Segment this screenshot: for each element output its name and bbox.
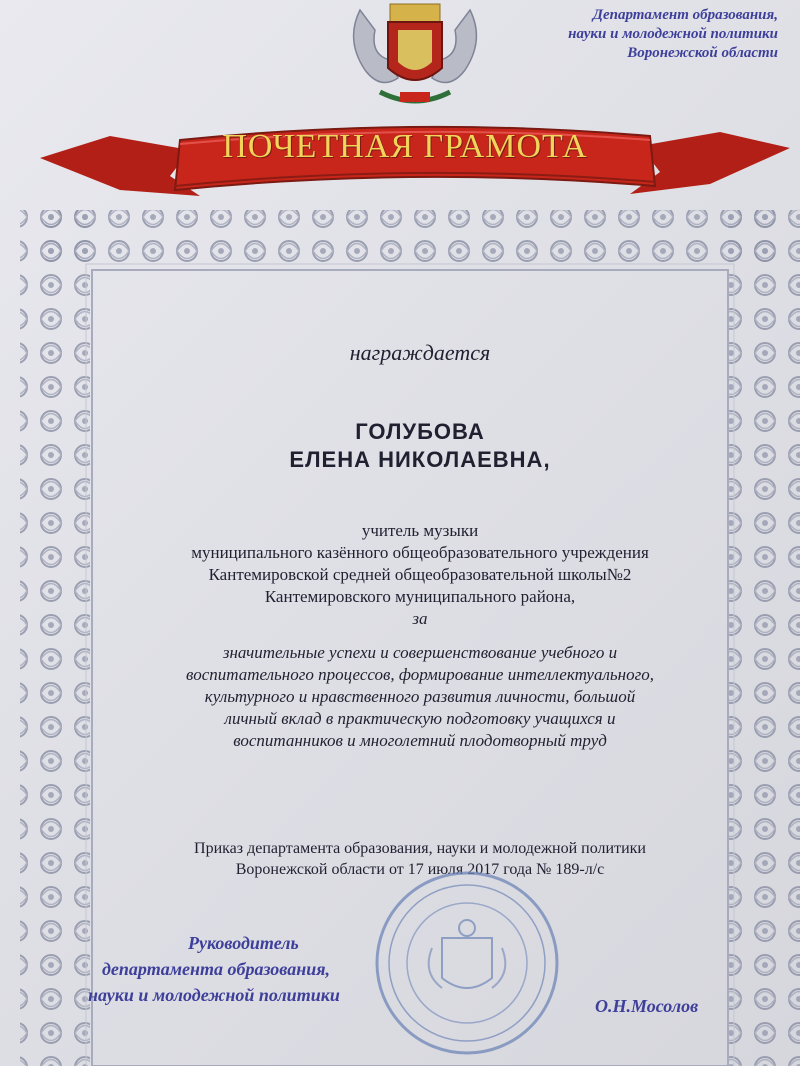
merit-line: воспитательного процессов, формирование интеллектуального, (186, 665, 654, 684)
awarded-label: награждается (349, 340, 491, 365)
signatory-role-line: Руководитель (188, 933, 299, 953)
order-line: Приказ департамента образования, науки и молодежной политики (194, 840, 646, 857)
recipient-surname: ГОЛУБОВА (355, 419, 485, 444)
department-header-line: науки и молодежной политики (568, 26, 778, 42)
position-line: учитель музыки (361, 521, 479, 540)
signatory-name: О.Н.Мосолов (595, 996, 699, 1016)
merit-line: значительные успехи и совершенствование учебного и (222, 643, 618, 662)
certificate-title: ПОЧЕТНАЯ ГРАМОТА (222, 128, 588, 165)
signatory-role (70, 930, 430, 1008)
department-header-line: Воронежской области (627, 45, 778, 61)
department-header-line: Департамент образования, (592, 7, 778, 23)
position-line: Кантемировского муниципального района, (264, 587, 576, 606)
merit-description (100, 642, 740, 752)
department-header (478, 6, 778, 63)
recipient-position (100, 520, 740, 630)
signatory-role-line: науки и молодежной политики (88, 985, 340, 1005)
coat-of-arms-emblem (340, 0, 490, 110)
merit-line: личный вклад в практическую подготовку учащихся и (224, 709, 616, 728)
recipient-given-names: ЕЛЕНА НИКОЛАЕВНА, (289, 447, 551, 472)
signatory-role-line: департамента образования, (102, 959, 330, 979)
order-line: Воронежской области от 17 июля 2017 года № 189-л/с (235, 861, 605, 878)
merit-line: воспитанников и многолетний плодотворный труд (233, 731, 607, 750)
for-label: за (412, 609, 428, 628)
recipient-name (100, 418, 740, 474)
position-line: муниципального казённого общеобразовательного учреждения (191, 543, 649, 562)
merit-line: культурного и нравственного развития личности, большой (204, 687, 636, 706)
position-line: Кантемировской средней общеобразовательной школы№2 (208, 565, 632, 584)
